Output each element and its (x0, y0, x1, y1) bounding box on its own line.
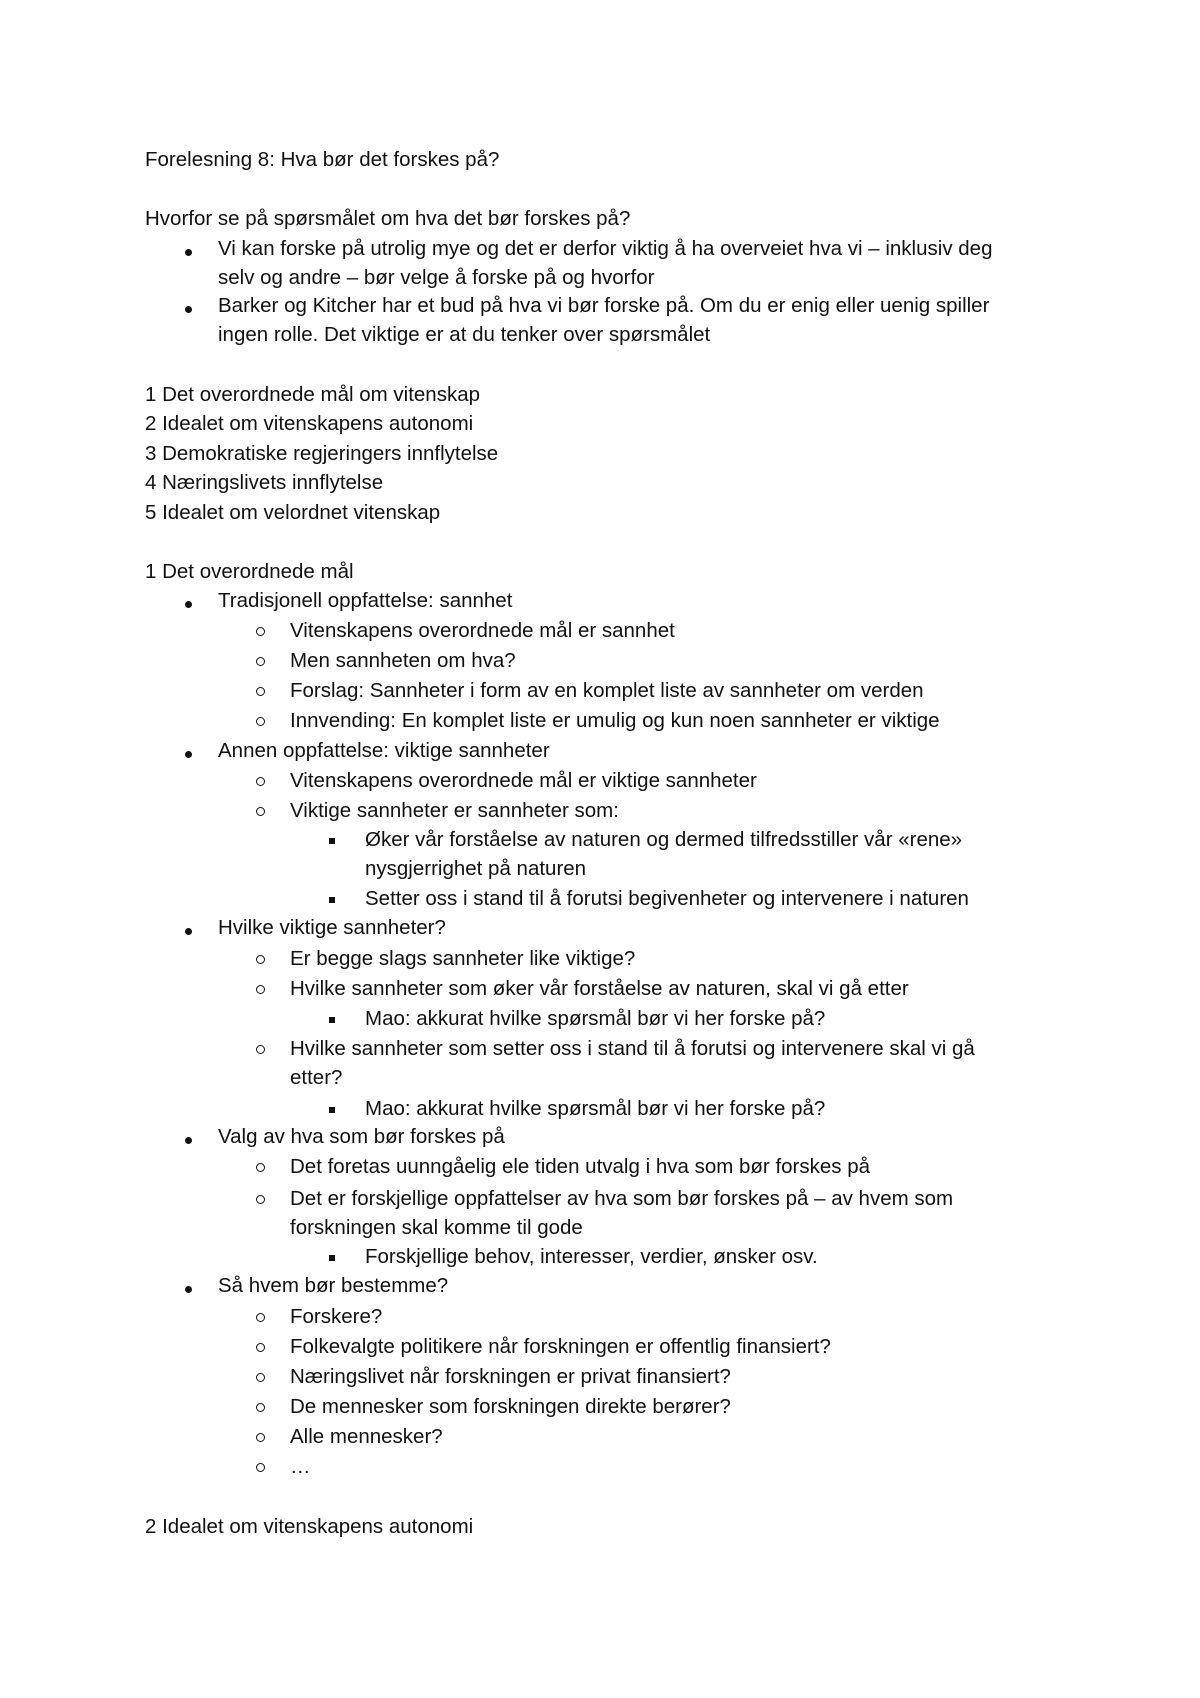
sub-list-item: Vitenskapens overordnede mål er sannhet (290, 619, 675, 642)
sub-list-item: Folkevalgte politikere når forskningen er offentlig finansiert? (290, 1335, 831, 1358)
toc-item: 3 Demokratiske regjeringers innflytelse (145, 442, 499, 465)
square-bullet-icon (329, 1107, 335, 1113)
sub-sub-list-item: Øker vår forståelse av naturen og dermed tilfredsstiller vår «rene» (365, 828, 963, 851)
bullet-icon (185, 1137, 192, 1144)
sub-list-item: … (290, 1455, 311, 1478)
sub-list-item: Viktige sannheter er sannheter som: (290, 799, 619, 822)
sub-list-item: Næringslivet når forskningen er privat finansiert? (290, 1365, 731, 1388)
list-item: Barker og Kitcher har et bud på hva vi bør forske på. Om du er enig eller uenig spiller (218, 294, 990, 317)
list-item-continuation: selv og andre – bør velge å forske på og hvorfor (218, 266, 655, 289)
square-bullet-icon (329, 897, 335, 903)
sub-list-item: Innvending: En komplet liste er umulig og kun noen sannheter er viktige (290, 709, 940, 732)
sub-list-item: Det er forskjellige oppfattelser av hva som bør forskes på – av hvem som (290, 1187, 954, 1210)
sub-sub-list-item: Mao: akkurat hvilke spørsmål bør vi her forske på? (365, 1007, 826, 1030)
circle-bullet-icon (256, 955, 265, 964)
circle-bullet-icon (256, 1403, 265, 1412)
circle-bullet-icon (256, 1463, 265, 1472)
list-item: Vi kan forske på utrolig mye og det er derfor viktig å ha overveiet hva vi – inklusiv deg (218, 237, 993, 260)
bullet-icon (185, 928, 192, 935)
sub-list-item: Forskere? (290, 1305, 383, 1328)
sub-sub-list-item: Setter oss i stand til å forutsi begivenheter og intervenere i naturen (365, 887, 969, 910)
bullet-icon (185, 249, 192, 256)
circle-bullet-icon (256, 1343, 265, 1352)
circle-bullet-icon (256, 985, 265, 994)
intro-heading: Hvorfor se på spørsmålet om hva det bør forskes på? (145, 207, 631, 230)
bullet-icon (185, 751, 192, 758)
circle-bullet-icon (256, 1195, 265, 1204)
sub-list-item: Vitenskapens overordnede mål er viktige sannheter (290, 769, 757, 792)
circle-bullet-icon (256, 1373, 265, 1382)
circle-bullet-icon (256, 807, 265, 816)
circle-bullet-icon (256, 657, 265, 666)
sub-list-item: Er begge slags sannheter like viktige? (290, 947, 636, 970)
sub-list-item: Men sannheten om hva? (290, 649, 516, 672)
list-item: Så hvem bør bestemme? (218, 1274, 449, 1297)
list-item: Hvilke viktige sannheter? (218, 916, 446, 939)
section-heading: 2 Idealet om vitenskapens autonomi (145, 1515, 474, 1538)
section-heading: 1 Det overordnede mål (145, 560, 354, 583)
circle-bullet-icon (256, 1433, 265, 1442)
square-bullet-icon (329, 838, 335, 844)
circle-bullet-icon (256, 1163, 265, 1172)
sub-list-item: Alle mennesker? (290, 1425, 443, 1448)
sub-list-item-continuation: etter? (290, 1066, 343, 1089)
circle-bullet-icon (256, 687, 265, 696)
square-bullet-icon (329, 1255, 335, 1261)
sub-list-item: De mennesker som forskningen direkte berører? (290, 1395, 731, 1418)
sub-sub-list-item: Mao: akkurat hvilke spørsmål bør vi her forske på? (365, 1097, 826, 1120)
toc-item: 2 Idealet om vitenskapens autonomi (145, 412, 474, 435)
circle-bullet-icon (256, 1045, 265, 1054)
document-title: Forelesning 8: Hva bør det forskes på? (145, 148, 500, 171)
list-item: Annen oppfattelse: viktige sannheter (218, 739, 550, 762)
sub-list-item: Forslag: Sannheter i form av en komplet liste av sannheter om verden (290, 679, 924, 702)
toc-item: 4 Næringslivets innflytelse (145, 471, 384, 494)
sub-list-item-continuation: forskningen skal komme til gode (290, 1216, 583, 1239)
list-item: Tradisjonell oppfattelse: sannhet (218, 589, 513, 612)
circle-bullet-icon (256, 777, 265, 786)
sub-list-item: Hvilke sannheter som øker vår forståelse av naturen, skal vi gå etter (290, 977, 909, 1000)
list-item: Valg av hva som bør forskes på (218, 1125, 505, 1148)
circle-bullet-icon (256, 1313, 265, 1322)
toc-item: 1 Det overordnede mål om vitenskap (145, 383, 481, 406)
sub-sub-list-item-continuation: nysgjerrighet på naturen (365, 857, 587, 880)
toc-item: 5 Idealet om velordnet vitenskap (145, 501, 441, 524)
sub-sub-list-item: Forskjellige behov, interesser, verdier, ønsker osv. (365, 1245, 818, 1268)
sub-list-item: Hvilke sannheter som setter oss i stand til å forutsi og intervenere skal vi gå (290, 1037, 975, 1060)
bullet-icon (185, 1286, 192, 1293)
bullet-icon (185, 601, 192, 608)
bullet-icon (185, 306, 192, 313)
square-bullet-icon (329, 1017, 335, 1023)
circle-bullet-icon (256, 717, 265, 726)
sub-list-item: Det foretas uunngåelig ele tiden utvalg i hva som bør forskes på (290, 1155, 871, 1178)
list-item-continuation: ingen rolle. Det viktige er at du tenker over spørsmålet (218, 323, 711, 346)
circle-bullet-icon (256, 627, 265, 636)
